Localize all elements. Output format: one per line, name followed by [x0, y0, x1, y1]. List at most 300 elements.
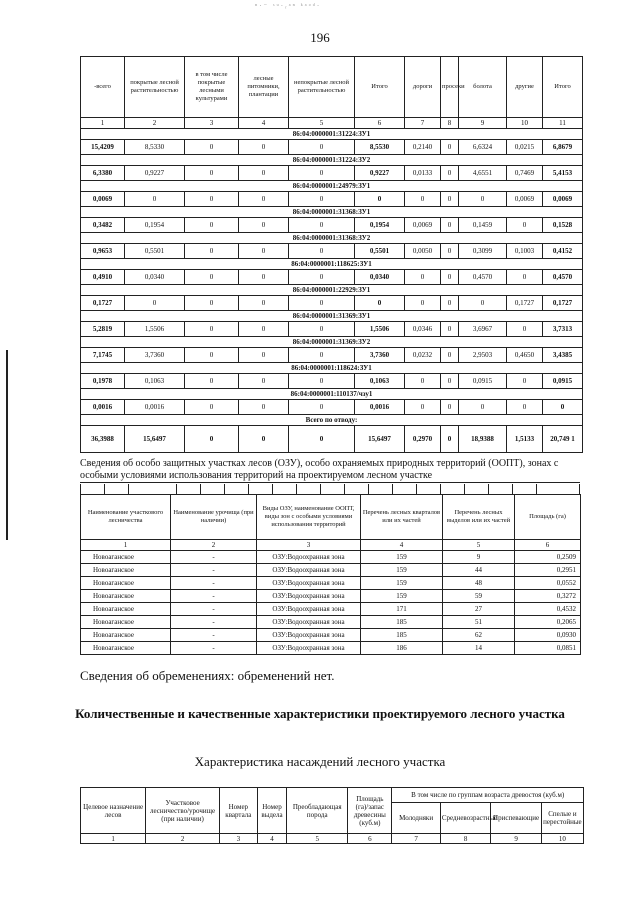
t1-value-cell: 0,1459 — [459, 218, 507, 233]
stand-characteristics-table — [80, 787, 584, 844]
t2-cell: 0,2065 — [515, 616, 581, 629]
t1-value-cell: 0 — [459, 192, 507, 207]
t1-plot-row — [81, 389, 583, 400]
t2-cell: 0,2509 — [515, 551, 581, 564]
t1-value-cell: 0 — [239, 296, 289, 311]
t1-value-cell: 0,0915 — [543, 374, 583, 389]
t2-cell: ОЗУ:Водоохранная зона — [257, 616, 361, 629]
t1-value-cell: 0 — [441, 348, 459, 363]
t2-cell: 0,0930 — [515, 629, 581, 642]
plot-number: 86:04:0000001:118625:ЗУ1 — [81, 259, 583, 270]
t3-colnum-cell: 6 — [348, 834, 392, 844]
t2-cell: - — [171, 629, 257, 642]
grid-tick — [512, 484, 513, 494]
t2-cell: 0,0552 — [515, 577, 581, 590]
t2-row — [81, 603, 581, 616]
t2-cell: 159 — [361, 551, 443, 564]
grid-tick — [579, 484, 580, 494]
t1-value-cell: 0 — [185, 322, 239, 337]
t1-value-cell: 3,7360 — [355, 348, 405, 363]
t2-cell: - — [171, 616, 257, 629]
t1-value-cell: 0 — [507, 322, 543, 337]
t1-value-cell: 0 — [289, 192, 355, 207]
t1-value-cell: 0 — [185, 400, 239, 415]
t1-value-cell: 0,1978 — [81, 374, 125, 389]
t2-cell: - — [171, 603, 257, 616]
t2-cell: 159 — [361, 577, 443, 590]
t2-cell: 44 — [443, 564, 515, 577]
t3-header-forestry: Участковое лесничество/урочище (при наличии) — [146, 788, 220, 834]
t1-value-cell: 0,5501 — [125, 244, 185, 259]
t2-cell: 51 — [443, 616, 515, 629]
t1-header-cell: Итого — [543, 57, 583, 118]
section-heading-text: Количественные и качественные характеристики проектируемого лесного участка — [75, 706, 565, 721]
t1-value-cell: 0 — [289, 400, 355, 415]
section-heading — [0, 705, 640, 722]
t1-total-cell: 0 — [239, 426, 289, 453]
grid-tick — [440, 484, 441, 494]
t1-value-cell: 0 — [405, 192, 441, 207]
grid-tick — [344, 484, 345, 494]
t1-value-cell: 0 — [441, 192, 459, 207]
t1-value-cell: 0 — [239, 348, 289, 363]
t1-plot-row — [81, 181, 583, 192]
t1-plot-row — [81, 259, 583, 270]
t1-value-cell: 0 — [289, 322, 355, 337]
t1-value-cell: 0,1528 — [543, 218, 583, 233]
t1-value-cell: 0,1003 — [507, 244, 543, 259]
t1-value-cell: 0,4650 — [507, 348, 543, 363]
ozu-caption-text: Сведения об особо защитных участках лесов (ОЗУ), особо охраняемых природных территорий (ООПТ), зонах с особыми условиями использования территорий на проектируемом лесном участке — [80, 458, 580, 483]
t1-value-cell: 0,9227 — [355, 166, 405, 181]
t1-value-cell: 0,4910 — [81, 270, 125, 285]
caption-grid-row — [80, 484, 580, 494]
t1-value-row — [81, 374, 583, 389]
t2-cell: 62 — [443, 629, 515, 642]
t1-plot-row — [81, 285, 583, 296]
t2-colnum-cell: 1 — [81, 540, 171, 551]
t1-colnum-cell: 8 — [441, 118, 459, 129]
t1-value-cell: 0 — [441, 166, 459, 181]
t2-cell: Новоаганское — [81, 603, 171, 616]
t1-plot-row — [81, 337, 583, 348]
t1-value-cell: 0 — [185, 296, 239, 311]
subsection-heading: Характеристика насаждений лесного участка — [194, 754, 446, 769]
t1-value-cell: 0,0050 — [405, 244, 441, 259]
plot-number: 86:04:0000001:118624:ЗУ1 — [81, 363, 583, 374]
t1-total-cell: 0 — [441, 426, 459, 453]
t1-value-cell: 2,9503 — [459, 348, 507, 363]
t1-value-cell: 0,0340 — [125, 270, 185, 285]
t1-value-row — [81, 244, 583, 259]
t1-value-cell: 6,8679 — [543, 140, 583, 155]
t2-header-cell: Перечень лесных выделов или их частей — [443, 495, 515, 540]
t1-colnum-cell: 2 — [125, 118, 185, 129]
t2-cell: ОЗУ:Водоохранная зона — [257, 642, 361, 655]
t1-value-cell: 6,6324 — [459, 140, 507, 155]
t2-row — [81, 642, 581, 655]
plot-number: 86:04:0000001:31368:ЗУ2 — [81, 233, 583, 244]
t1-value-cell: 0 — [239, 270, 289, 285]
t1-value-cell: 0,4570 — [543, 270, 583, 285]
t1-value-cell: 0 — [507, 218, 543, 233]
t2-cell: Новоаганское — [81, 551, 171, 564]
t2-colnum-row — [81, 540, 581, 551]
t1-value-cell: 0,1727 — [543, 296, 583, 311]
t3-header-young: Молодняки — [392, 803, 440, 834]
t1-colnum-cell: 9 — [459, 118, 507, 129]
t1-value-cell: 0,0069 — [543, 192, 583, 207]
t2-colnum-cell: 4 — [361, 540, 443, 551]
grid-tick — [80, 484, 81, 494]
t1-value-cell: 0 — [289, 140, 355, 155]
t1-value-cell: 0 — [185, 140, 239, 155]
t3-colnum-cell: 5 — [287, 834, 348, 844]
t1-total-row — [81, 426, 583, 453]
t2-cell: 185 — [361, 616, 443, 629]
encumbrance-note: Сведения об обременениях: обременений нет. — [80, 668, 335, 683]
t1-colnum-cell: 5 — [289, 118, 355, 129]
t1-value-cell: 0 — [289, 166, 355, 181]
t1-total-label-row — [81, 415, 583, 426]
t1-value-cell: 0,3482 — [81, 218, 125, 233]
t1-total-cell: 15,6497 — [125, 426, 185, 453]
t1-total-cell: 15,6497 — [355, 426, 405, 453]
t1-value-cell: 0 — [459, 296, 507, 311]
t1-value-cell: 0 — [185, 192, 239, 207]
t1-value-cell: 0,0346 — [405, 322, 441, 337]
t1-header-cell: дороги — [405, 57, 441, 118]
total-label: Всего по отводу: — [81, 415, 583, 426]
t1-value-cell: 5,4153 — [543, 166, 583, 181]
t1-value-row — [81, 322, 583, 337]
t3-header-age-groups: В том числе по группам возраста древостоя (куб.м) — [392, 788, 584, 803]
t1-total-cell: 0 — [289, 426, 355, 453]
t2-cell: - — [171, 551, 257, 564]
t1-value-cell: 0 — [543, 400, 583, 415]
t2-cell: 186 — [361, 642, 443, 655]
t1-header-cell: -всего — [81, 57, 125, 118]
t2-cell: 59 — [443, 590, 515, 603]
t3-colnum-cell: 3 — [219, 834, 257, 844]
t1-colnum-cell: 1 — [81, 118, 125, 129]
t2-cell: 9 — [443, 551, 515, 564]
t1-colnum-cell: 3 — [185, 118, 239, 129]
t2-cell: Новоаганское — [81, 629, 171, 642]
plot-number: 86:04:0000001:31224:ЗУ2 — [81, 155, 583, 166]
t2-cell: 171 — [361, 603, 443, 616]
t2-row — [81, 577, 581, 590]
t1-value-cell: 15,4209 — [81, 140, 125, 155]
t1-value-cell: 0 — [239, 322, 289, 337]
t1-value-cell: 0 — [289, 270, 355, 285]
t1-value-cell: 0,3099 — [459, 244, 507, 259]
t2-cell: Новоаганское — [81, 590, 171, 603]
t1-value-cell: 0 — [355, 192, 405, 207]
t2-cell: ОЗУ:Водоохранная зона — [257, 564, 361, 577]
t1-value-cell: 7,1745 — [81, 348, 125, 363]
t1-value-cell: 3,7313 — [543, 322, 583, 337]
t1-plot-row — [81, 363, 583, 374]
t1-value-cell: 0,4570 — [459, 270, 507, 285]
t1-header-cell: непокрытые лесной растительностью — [289, 57, 355, 118]
t2-cell: 159 — [361, 590, 443, 603]
t1-value-cell: 0 — [507, 374, 543, 389]
t1-value-cell: 0,0133 — [405, 166, 441, 181]
t2-cell: 14 — [443, 642, 515, 655]
t1-value-cell: 0 — [125, 192, 185, 207]
t1-value-cell: 0,1954 — [125, 218, 185, 233]
t1-value-cell: 0 — [185, 374, 239, 389]
t2-cell: Новоаганское — [81, 642, 171, 655]
t1-value-cell: 0,1063 — [125, 374, 185, 389]
t1-value-cell: 8,5530 — [355, 140, 405, 155]
grid-tick — [464, 484, 465, 494]
grid-tick — [368, 484, 369, 494]
t3-colnum-cell: 9 — [491, 834, 542, 844]
t2-cell: 185 — [361, 629, 443, 642]
grid-tick — [176, 484, 177, 494]
t1-value-cell: 0 — [239, 400, 289, 415]
t3-header-allotment: Номер выдела — [257, 788, 286, 834]
t1-value-cell: 0 — [405, 374, 441, 389]
t2-colnum-cell: 5 — [443, 540, 515, 551]
t2-row — [81, 616, 581, 629]
t1-value-cell: 0,4152 — [543, 244, 583, 259]
t2-header-cell: Наименование участкового лесничества — [81, 495, 171, 540]
t2-cell: - — [171, 642, 257, 655]
t1-value-cell: 0 — [289, 218, 355, 233]
t1-value-cell: 1,5506 — [125, 322, 185, 337]
t1-value-cell: 0 — [507, 270, 543, 285]
t2-cell: - — [171, 577, 257, 590]
t1-plot-row — [81, 155, 583, 166]
t1-value-cell: 0,0915 — [459, 374, 507, 389]
t1-value-row — [81, 192, 583, 207]
t2-colnum-cell: 2 — [171, 540, 257, 551]
t1-header-cell: в том числе покрытые лесными культурами — [185, 57, 239, 118]
t2-cell: ОЗУ:Водоохранная зона — [257, 577, 361, 590]
t2-colnum-cell: 6 — [515, 540, 581, 551]
t1-value-cell: 0 — [441, 322, 459, 337]
t3-colnum-cell: 1 — [81, 834, 146, 844]
t1-header-cell: Итого — [355, 57, 405, 118]
t3-colnum-cell: 4 — [257, 834, 286, 844]
t1-plot-row — [81, 311, 583, 322]
t1-value-cell: 0 — [185, 270, 239, 285]
t3-colnum-cell: 7 — [392, 834, 440, 844]
plot-number: 86:04:0000001:31368:ЗУ1 — [81, 207, 583, 218]
t1-value-cell: 0,7469 — [507, 166, 543, 181]
t2-header-cell: Наименование урочища (при наличии) — [171, 495, 257, 540]
t1-value-cell: 5,2819 — [81, 322, 125, 337]
t2-cell: 0,0851 — [515, 642, 581, 655]
t1-value-cell: 0,0069 — [507, 192, 543, 207]
page-number: 196 — [310, 30, 330, 45]
t2-header-cell: Виды ОЗУ, наименование ООПТ, виды зон с особыми условиями использования территорий — [257, 495, 361, 540]
grid-tick — [392, 484, 393, 494]
t2-cell: 0,2951 — [515, 564, 581, 577]
t1-value-cell: 0 — [185, 218, 239, 233]
t1-value-cell: 0,2140 — [405, 140, 441, 155]
t1-value-cell: 0,9227 — [125, 166, 185, 181]
t1-total-cell: 1,5133 — [507, 426, 543, 453]
t2-header-cell: Перечень лесных кварталов или их частей — [361, 495, 443, 540]
t1-value-cell: 0 — [405, 296, 441, 311]
t1-value-cell: 0 — [441, 296, 459, 311]
grid-tick — [320, 484, 321, 494]
t1-value-cell: 0 — [289, 296, 355, 311]
t3-header-maturing: Приспевающие — [491, 803, 542, 834]
t1-value-cell: 4,6551 — [459, 166, 507, 181]
t1-value-row — [81, 166, 583, 181]
t1-total-cell: 20,749 1 — [543, 426, 583, 453]
ozu-section-caption — [80, 458, 580, 483]
t2-cell: - — [171, 564, 257, 577]
t1-value-row — [81, 348, 583, 363]
t1-value-row — [81, 400, 583, 415]
t1-total-cell: 36,3988 — [81, 426, 125, 453]
t1-header-cell: другие — [507, 57, 543, 118]
t2-cell: - — [171, 590, 257, 603]
t2-cell: 27 — [443, 603, 515, 616]
t2-row — [81, 564, 581, 577]
t1-value-cell: 0 — [405, 270, 441, 285]
t1-value-cell: 0,0069 — [405, 218, 441, 233]
t1-header-row — [81, 57, 583, 118]
t1-value-cell: 0 — [441, 400, 459, 415]
t1-value-cell: 0 — [239, 218, 289, 233]
t1-header-cell: покрытые лесной растительностью — [125, 57, 185, 118]
t2-cell: 0,4532 — [515, 603, 581, 616]
t2-row — [81, 629, 581, 642]
t1-value-cell: 0 — [441, 270, 459, 285]
t1-plot-row — [81, 207, 583, 218]
t2-header-cell: Площадь (га) — [515, 495, 581, 540]
t2-cell: ОЗУ:Водоохранная зона — [257, 551, 361, 564]
t1-total-cell: 18,9388 — [459, 426, 507, 453]
t1-value-cell: 3,6967 — [459, 322, 507, 337]
t1-header-cell: лесные питомники, плантации — [239, 57, 289, 118]
t1-colnum-cell: 4 — [239, 118, 289, 129]
t1-value-cell: 0 — [441, 140, 459, 155]
plot-number: 86:04:0000001:31369:ЗУ1 — [81, 311, 583, 322]
t2-cell: Новоаганское — [81, 577, 171, 590]
grid-tick — [248, 484, 249, 494]
t1-value-cell: 0 — [239, 374, 289, 389]
t3-header-mature: Спелые и перестойные — [541, 803, 583, 834]
t3-header-middle-aged: Средневозрастные — [440, 803, 491, 834]
t1-value-cell: 0 — [185, 244, 239, 259]
t1-value-cell: 0,1063 — [355, 374, 405, 389]
t1-value-row — [81, 140, 583, 155]
t1-colnum-cell: 7 — [405, 118, 441, 129]
grid-tick — [488, 484, 489, 494]
t1-value-cell: 1,5506 — [355, 322, 405, 337]
t2-colnum-cell: 3 — [257, 540, 361, 551]
plot-number: 86:04:0000001:31369:ЗУ2 — [81, 337, 583, 348]
t1-value-cell: 0 — [289, 348, 355, 363]
t2-cell: 159 — [361, 564, 443, 577]
t1-header-cell: болота — [459, 57, 507, 118]
t1-value-cell: 0,1954 — [355, 218, 405, 233]
t2-cell: Новоаганское — [81, 616, 171, 629]
t2-row — [81, 590, 581, 603]
plot-number: 86:04:0000001:110137/чзу1 — [81, 389, 583, 400]
t1-value-row — [81, 270, 583, 285]
t1-value-cell: 0 — [239, 192, 289, 207]
t1-value-cell: 0,5501 — [355, 244, 405, 259]
grid-tick — [128, 484, 129, 494]
t3-header-area-stock: Площадь (га)/запас древесины (куб.м) — [348, 788, 392, 834]
t1-value-cell: 0 — [125, 296, 185, 311]
t1-total-cell: 0 — [185, 426, 239, 453]
t3-colnum-cell: 2 — [146, 834, 220, 844]
grid-tick — [272, 484, 273, 494]
t1-value-cell: 0,9653 — [81, 244, 125, 259]
t3-colnum-cell: 8 — [440, 834, 491, 844]
t2-cell: 48 — [443, 577, 515, 590]
t1-colnum-cell: 11 — [543, 118, 583, 129]
t1-value-cell: 0 — [441, 374, 459, 389]
t1-value-cell: 0 — [441, 218, 459, 233]
t1-value-cell: 0,0232 — [405, 348, 441, 363]
scan-edge-mark — [6, 350, 8, 540]
t2-header-row — [81, 495, 581, 540]
t1-plot-row — [81, 129, 583, 140]
t3-header-quarter: Номер квартала — [219, 788, 257, 834]
t2-row — [81, 551, 581, 564]
protected-areas-table — [80, 494, 581, 655]
t1-value-cell: 0,0340 — [355, 270, 405, 285]
t1-value-cell: 0 — [289, 244, 355, 259]
t1-value-cell: 0 — [239, 244, 289, 259]
t1-value-cell: 6,3380 — [81, 166, 125, 181]
grid-tick — [416, 484, 417, 494]
t1-value-cell: 0 — [239, 140, 289, 155]
grid-tick — [200, 484, 201, 494]
plot-number: 86:04:0000001:24979:ЗУ1 — [81, 181, 583, 192]
t1-value-cell: 0 — [355, 296, 405, 311]
t2-cell: ОЗУ:Водоохранная зона — [257, 590, 361, 603]
t1-value-cell: 0 — [239, 166, 289, 181]
t1-colnum-cell: 6 — [355, 118, 405, 129]
t1-value-cell: 0 — [185, 166, 239, 181]
t1-value-cell: 0 — [507, 400, 543, 415]
t1-value-cell: 3,4385 — [543, 348, 583, 363]
t1-value-cell: 0 — [185, 348, 239, 363]
t1-header-cell: просеки — [441, 57, 459, 118]
t1-value-cell: 0,1727 — [81, 296, 125, 311]
grid-tick — [224, 484, 225, 494]
grid-tick — [536, 484, 537, 494]
t1-plot-row — [81, 233, 583, 244]
t3-header-purpose: Целевое назначение лесов — [81, 788, 146, 834]
scan-noise: ⁿ·⁻ ˢᵘ·ᵣᵃⁿ ᵏᵃᵒᵈ· — [255, 2, 322, 10]
land-category-table — [80, 56, 583, 453]
t1-value-row — [81, 296, 583, 311]
t1-value-cell: 0,1727 — [507, 296, 543, 311]
t1-value-row — [81, 218, 583, 233]
grid-tick — [296, 484, 297, 494]
t1-value-cell: 0,0069 — [81, 192, 125, 207]
plot-number: 86:04:0000001:31224:ЗУ1 — [81, 129, 583, 140]
t1-value-cell: 3,7360 — [125, 348, 185, 363]
t1-total-cell: 0,2970 — [405, 426, 441, 453]
grid-tick — [104, 484, 105, 494]
t3-colnum-cell: 10 — [541, 834, 583, 844]
t1-colnum-row — [81, 118, 583, 129]
